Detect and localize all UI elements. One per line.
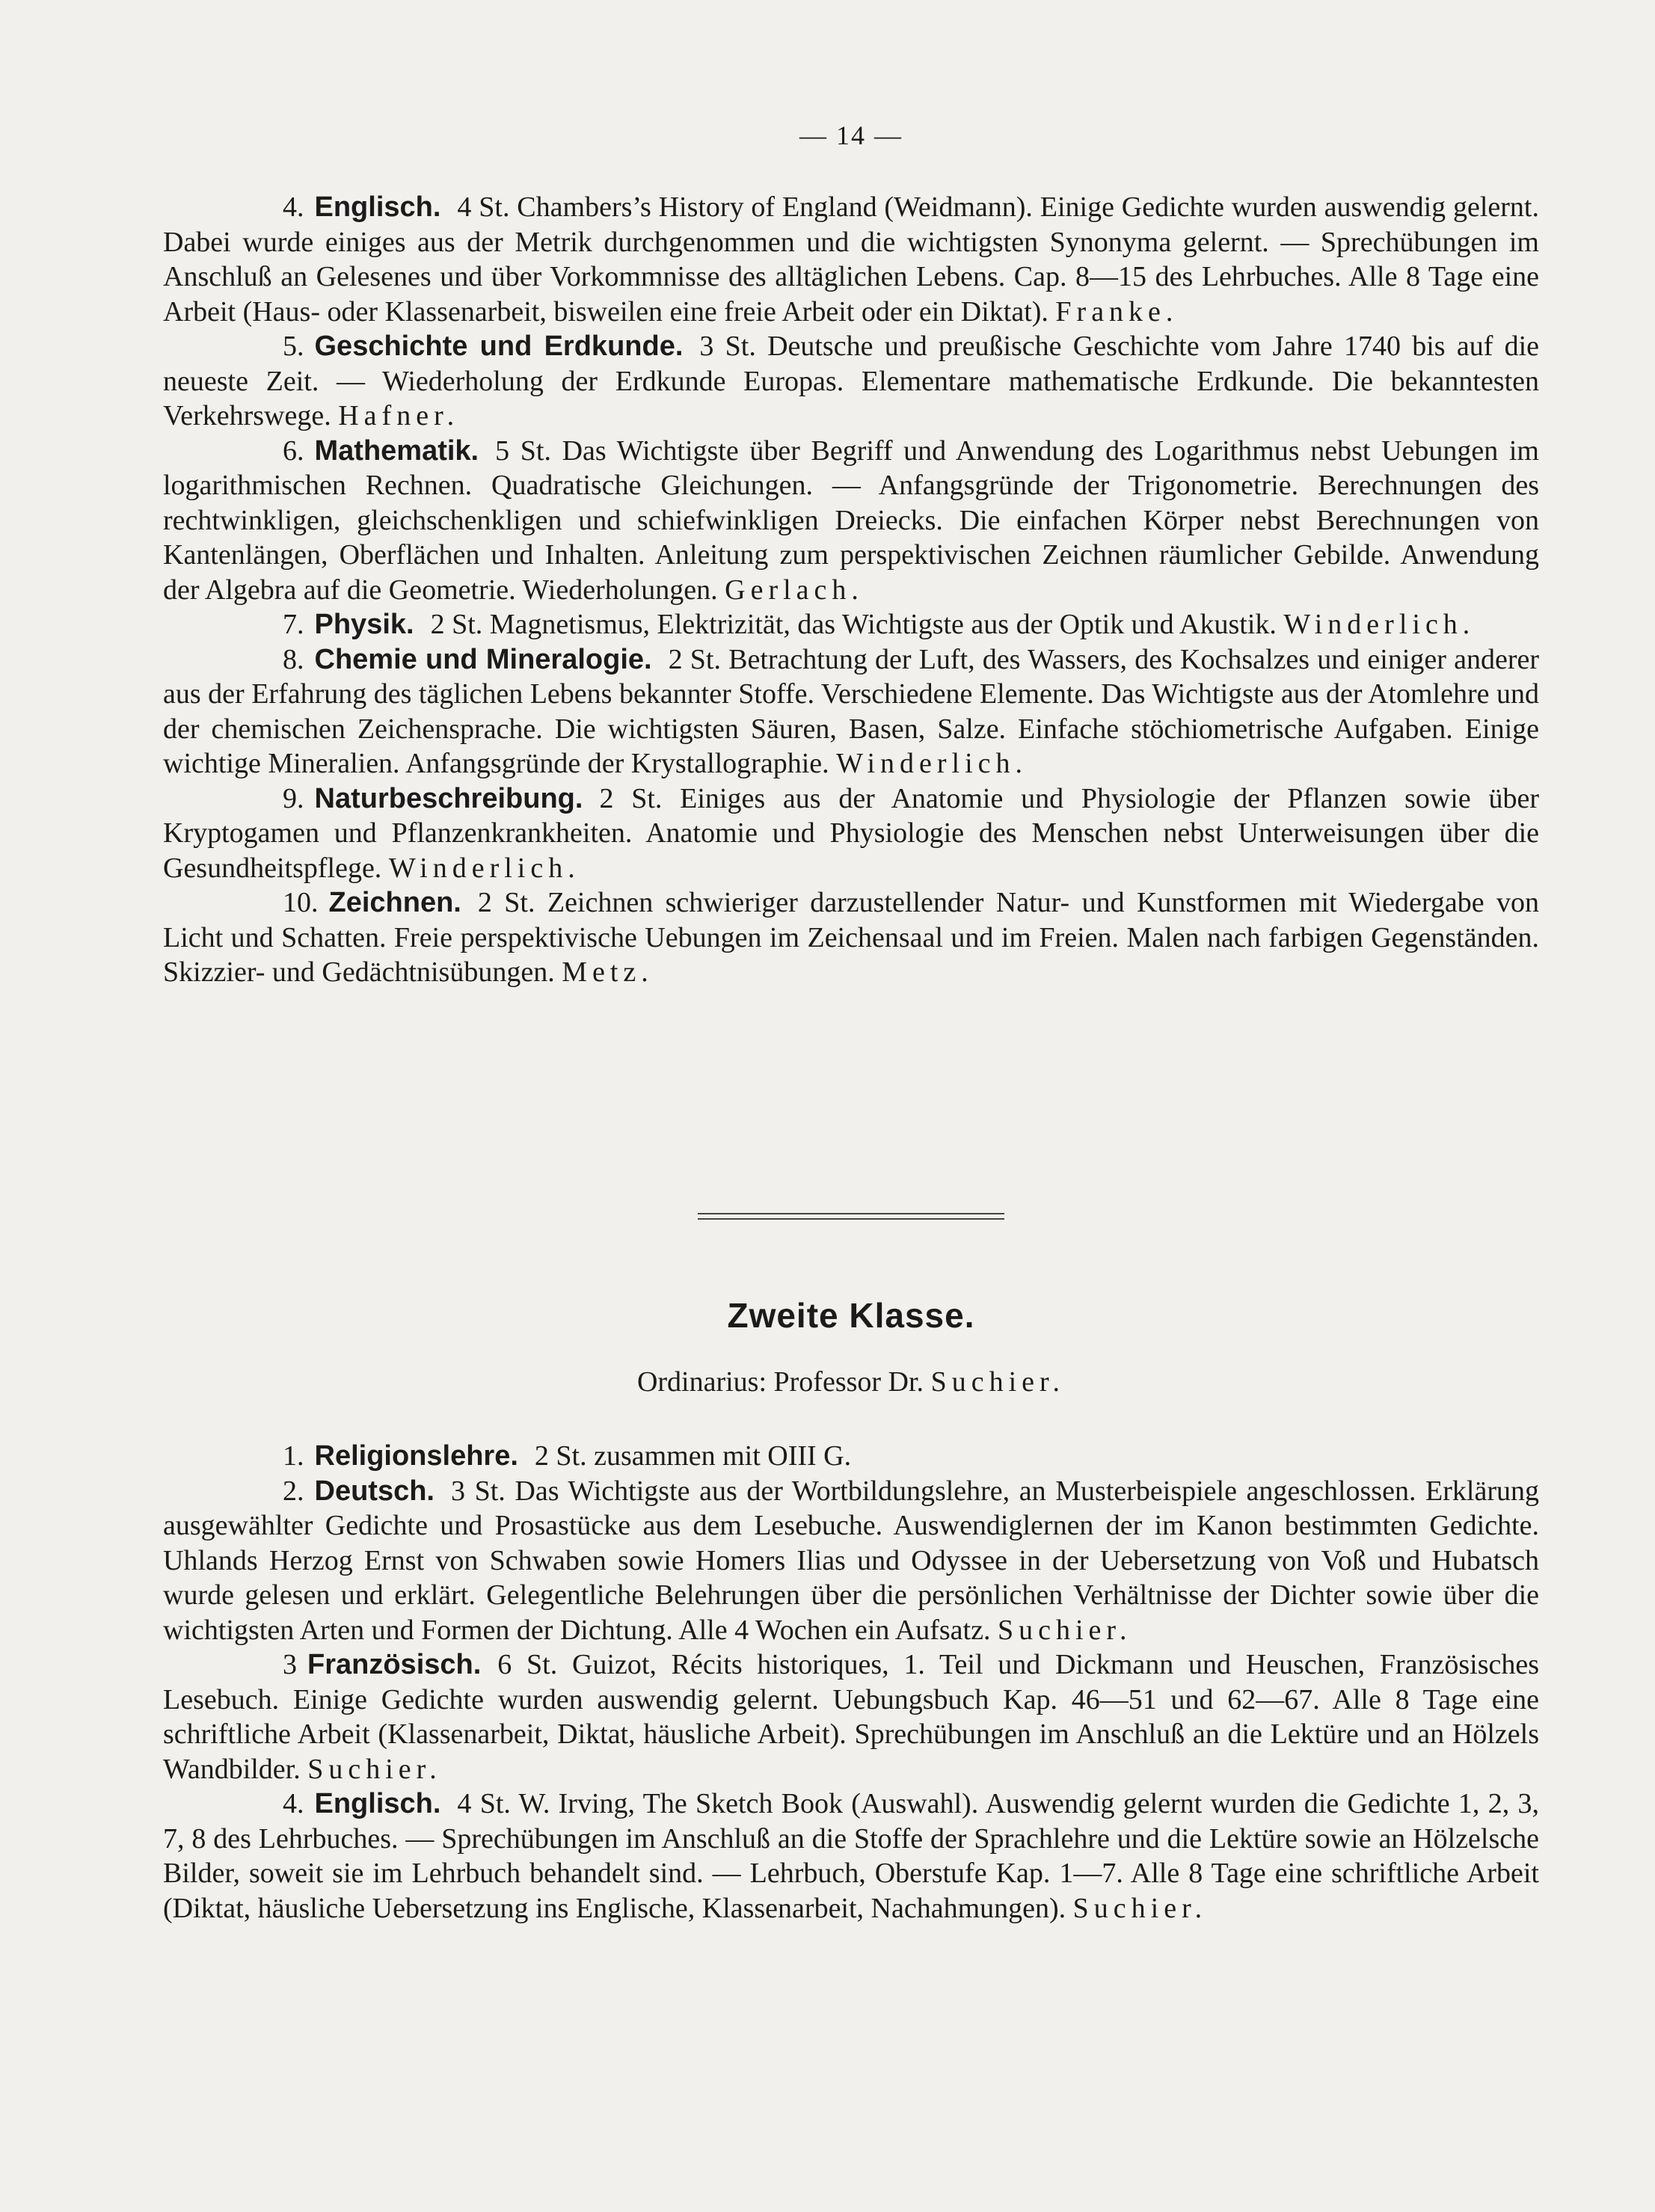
subject-text: 2 St. Magnetismus, Elektrizität, das Wichtigste aus der Optik und Akustik. [430, 609, 1277, 640]
subject-paragraph-deutsch [163, 1474, 1539, 1648]
subject-paragraph-franzoesisch [163, 1647, 1539, 1787]
subject-title: Geschichte und Erdkunde. [314, 331, 684, 362]
subject-text: 6 St. Guizot, Récits historiques, 1. Teil und Dickmann und Heuschen, Französisches Lesebuch. Einige Gedichte wurden auswendig gelernt. Uebungsbuch Kap. 46—51 und 62—67. Alle 8 Tage eine schriftliche Arbeit (Klassenarbeit, Diktat, häusliche Arbeit). Sprechübungen im Anschluß an die Lektüre und an Hölzels Wandbilder. [163, 1649, 1539, 1785]
subject-paragraph-mathematik [163, 434, 1539, 608]
subject-number: 9. [283, 782, 304, 814]
subject-paragraph-geschichte [163, 329, 1539, 434]
subject-paragraph-zeichnen [163, 885, 1539, 990]
subject-text: 2 St. Einiges aus der Anatomie und Physiologie der Pflanzen sowie über Kryptogamen und Pflanzenkrankheiten. Anatomie und Physiologie des Menschen nebst Unterweisungen über die Gesundheitspflege. [163, 782, 1539, 884]
subject-paragraph-englisch-2 [163, 1787, 1539, 1926]
subject-text: 3 St. Deutsche und preußische Geschichte vom Jahre 1740 bis auf die neueste Zeit. — Wiederholung der Erdkunde Europas. Elementare mathematische Erdkunde. Die bekanntesten Verkehrswege. [163, 331, 1540, 431]
subject-number: 2. [283, 1475, 304, 1507]
subject-text: 5 St. Das Wichtigste über Begriff und Anwendung des Logarithmus nebst Uebungen im logarithmischen Rechnen. Quadratische Gleichungen. — Anfangsgründe der Trigonometrie. Berechnungen des rechtwinkligen, gleichschenkligen und schiefwinkligen Dreiecks. Die einfachen Körper nebst Berechnungen von Kantenlängen, Oberflächen und Inhalten. Anleitung zum perspektivischen Zeichnen räumlicher Gebilde. Anwendung der Algebra auf die Geometrie. Wiederholungen. [163, 434, 1539, 606]
subject-text: 2 St. zusammen mit OIII G. [534, 1440, 852, 1472]
subject-title: Zeichnen. [328, 887, 461, 918]
subject-title: Englisch. [314, 191, 441, 223]
ordinarius-label: Ordinarius: Professor Dr. [636, 1366, 924, 1398]
teacher-name: Winderlich. [1283, 609, 1476, 640]
subject-number: 7. [283, 609, 304, 640]
subject-paragraph-religionslehre [163, 1439, 1539, 1474]
subject-number: 1. [283, 1440, 304, 1472]
subject-number: 10. [283, 887, 319, 918]
subject-number: 3 [283, 1649, 297, 1680]
teacher-name: Gerlach. [725, 574, 864, 606]
page-number: — 14 — [799, 120, 903, 150]
subject-text: 4 St. W. Irving, The Sketch Book (Auswahl). Auswendig gelernt wurden die Gedichte 1, 2, 3, 7, 8 des Lehrbuches. — Sprechübungen im Anschluß an die Stoffe der Sprachlehre und die Lektüre sowie an Hölzelsche Bilder, soweit sie im Lehrbuch behandelt sind. — Lehrbuch, Oberstufe Kap. 1—7. Alle 8 Tage eine schriftliche Arbeit (Diktat, häusliche Uebersetzung ins Englische, Klassenarbeit, Nachahmungen). [163, 1788, 1539, 1924]
subject-title: Physik. [314, 609, 414, 640]
subject-text: 4 St. Chambers’s History of England (Weidmann). Einige Gedichte wurden auswendig gelernt. Dabei wurde einiges aus der Metrik durchgenommen und die wichtigsten Synonyma gelernt. — Sprechübungen im Anschluß an Gelesenes und über Vorkommnisse des alltäglichen Lebens. Cap. 8—15 des Lehrbuches. Alle 8 Tage eine Arbeit (Haus- oder Klassenarbeit, bisweilen eine freie Arbeit oder ein Diktat). [163, 191, 1539, 328]
subject-paragraph-englisch [163, 190, 1539, 329]
teacher-name: Suchier. [997, 1614, 1132, 1646]
subject-title: Mathematik. [314, 434, 479, 467]
ordinarius-name: Suchier. [930, 1366, 1066, 1398]
subject-title: Religionslehre. [314, 1440, 518, 1472]
teacher-name: Winderlich. [836, 748, 1028, 779]
teacher-name: Metz. [562, 956, 654, 988]
subject-title: Englisch. [314, 1788, 441, 1819]
ordinarius-line [163, 1365, 1539, 1398]
teacher-name: Winderlich. [388, 852, 580, 884]
subject-paragraph-physik [163, 607, 1539, 642]
class-heading: Zweite Klasse. [727, 1296, 975, 1335]
subject-number: 6. [283, 434, 304, 467]
subject-number: 5. [283, 331, 304, 362]
subject-text: 3 St. Das Wichtigste aus der Wortbildungslehre, an Musterbeispiele angeschlossen. Erklärung ausgewählter Gedichte und Prosastücke aus dem Lesebuche. Auswendiglernen der im Kanon bestimmten Gedichte. Uhlands Herzog Ernst von Schwaben sowie Homers Ilias und Odyssee in der Uebersetzung von Voß und Hubatsch wurde gelesen und erklärt. Gelegentliche Belehrungen über die persönlichen Verhältnisse der Dichter sowie über die wichtigsten Arten und Formen der Dichtung. Alle 4 Wochen ein Aufsatz. [163, 1475, 1539, 1646]
teacher-name: Suchier. [307, 1753, 442, 1785]
section-divider [698, 1213, 1004, 1220]
subject-paragraph-chemie [163, 642, 1539, 781]
teacher-name: Hafner. [338, 400, 460, 431]
subject-title: Naturbeschreibung. [314, 782, 583, 814]
subject-text: 2 St. Betrachtung der Luft, des Wassers, des Kochsalzes und einiger anderer aus der Erfahrung des täglichen Lebens bekannter Stoffe. Verschiedene Elemente. Das Wichtigste aus der Atomlehre und der chemischen Zeichensprache. Die wichtigsten Säuren, Basen, Salze. Einfache stöchiometrische Aufgaben. Einige wichtige Mineralien. Anfangsgründe der Krystallographie. [163, 643, 1539, 779]
subject-number: 4. [283, 191, 304, 223]
subject-title: Chemie und Mineralogie. [314, 643, 652, 675]
subject-title: Deutsch. [314, 1475, 435, 1507]
upper-subject-list [163, 190, 1539, 990]
subject-paragraph-naturbeschreibung [163, 781, 1539, 886]
subject-number: 4. [283, 1788, 304, 1819]
teacher-name: Franke. [1055, 295, 1179, 328]
subject-text: 2 St. Zeichnen schwieriger darzustellender Natur- und Kunstformen mit Wiedergabe von Licht und Schatten. Freie perspektivische Uebungen im Zeichensaal und im Freien. Malen nach farbigen Gegenständen. Skizzier- und Gedächtnisübungen. [163, 887, 1539, 988]
subject-number: 8. [283, 643, 304, 675]
lower-subject-list [163, 1439, 1539, 1926]
teacher-name: Suchier. [1072, 1892, 1208, 1924]
subject-title: Französisch. [307, 1649, 482, 1680]
